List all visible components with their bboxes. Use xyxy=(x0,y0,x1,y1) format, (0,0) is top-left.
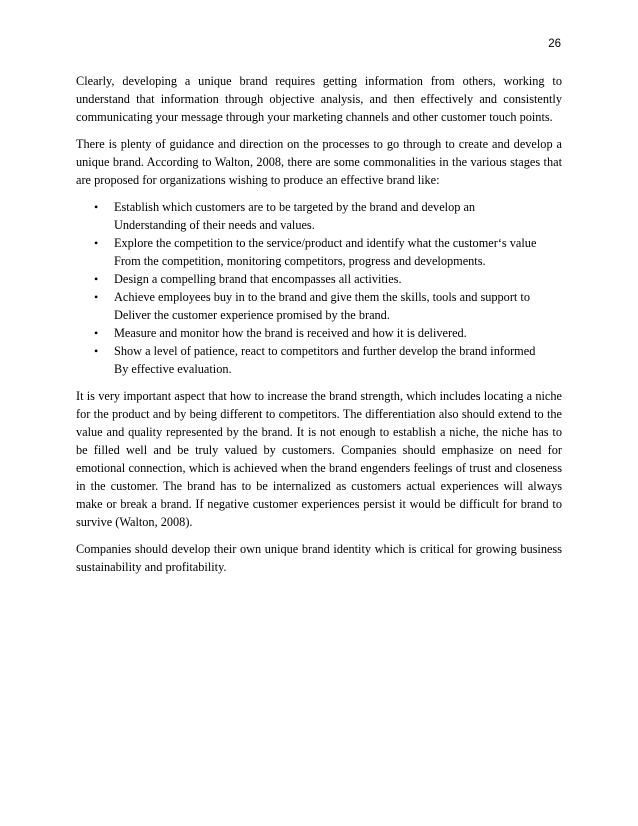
list-item-text: Establish which customers are to be targeted by the brand and develop an Understanding of their needs and values. xyxy=(114,200,476,232)
list-item xyxy=(94,324,544,342)
page-number: 26 xyxy=(548,38,561,50)
paragraph-brand-identity: Companies should develop their own unique brand identity which is critical for growing business sustainability and profitability. xyxy=(76,542,562,574)
bullet-icon: • xyxy=(94,326,99,340)
paragraph-brand-guidance: There is plenty of guidance and direction on the processes to go through to create and develop a unique brand. According to Walton, 2008, there are some commonalities in the various stages that are proposed for organizations wishing to produce an effective brand like: xyxy=(76,137,562,187)
list-item-text: Achieve employees buy in to the brand and give them the skills, tools and support to Deliver the customer experience promised by the brand. xyxy=(114,290,530,322)
list-item xyxy=(94,198,544,234)
list-item-text: Show a level of patience, react to competitors and further develop the brand informed By effective evaluation. xyxy=(114,344,536,376)
brand-stages-list xyxy=(76,198,562,378)
list-item xyxy=(94,342,544,378)
bullet-icon: • xyxy=(94,290,99,304)
bullet-icon: • xyxy=(94,344,99,358)
page-body xyxy=(76,72,562,585)
bullet-icon: • xyxy=(94,236,99,250)
bullet-icon: • xyxy=(94,200,99,214)
bullet-icon: • xyxy=(94,272,99,286)
list-item xyxy=(94,234,544,270)
list-item-text: Design a compelling brand that encompasses all activities. xyxy=(114,272,402,286)
list-item-text: Explore the competition to the service/product and identify what the customer‘s value From the competition, monitoring competitors, progress and developments. xyxy=(114,236,537,268)
list-item-text: Measure and monitor how the brand is received and how it is delivered. xyxy=(114,326,467,340)
paragraph-brand-information: Clearly, developing a unique brand requires getting information from others, working to understand that information through objective analysis, and then effectively and consistently communicating your message through your marketing channels and other customer touch points. xyxy=(76,74,562,124)
paragraph-brand-strength: It is very important aspect that how to increase the brand strength, which includes locating a niche for the product and by being different to competitors. The differentiation also should extend to the value and quality represented by the brand. It is not enough to establish a niche, the niche has to be filled well and be truly valued by customers. Companies should emphasize on need for emotional connection, which is achieved when the brand engenders feelings of trust and closeness in the customer. The brand has to be internalized as customers actual experiences will always make or break a brand. If negative customer experiences persist it would be difficult for brand to survive (Walton, 2008). xyxy=(76,389,562,529)
list-item xyxy=(94,288,544,324)
list-item xyxy=(94,270,544,288)
